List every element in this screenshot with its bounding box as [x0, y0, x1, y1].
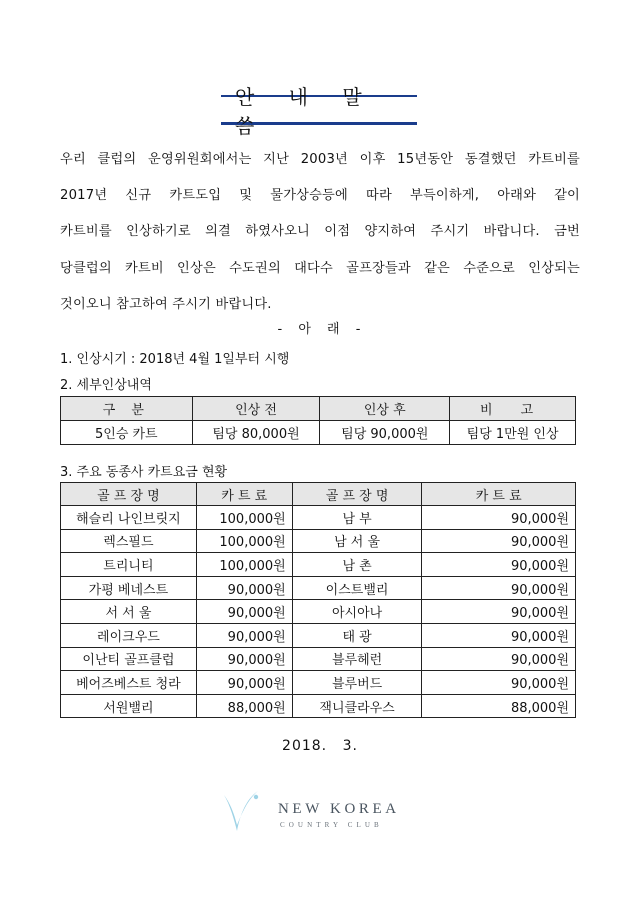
item-detail-heading: 2. 세부인상내역 [60, 378, 152, 393]
table-row [61, 671, 576, 695]
table-row [61, 529, 576, 553]
notice-date: 2018. 3. [282, 738, 358, 754]
notice-paragraph [60, 142, 580, 323]
item-competitor-heading: 3. 주요 동종사 카트요금 현황 [60, 465, 228, 480]
cart-fee: 100,000원 [196, 506, 292, 530]
header-before: 인상 전 [192, 397, 320, 421]
course-name: 남 촌 [292, 553, 422, 577]
cart-fee: 90,000원 [422, 576, 576, 600]
cart-fee: 90,000원 [422, 553, 576, 577]
course-name: 가평 베네스트 [61, 576, 197, 600]
increase-detail-table [60, 396, 576, 445]
item-effective-date: 1. 인상시기 : 2018년 4월 1일부터 시행 [60, 352, 290, 367]
course-name: 해슬리 나인브릿지 [61, 506, 197, 530]
price-before: 팀당 80,000원 [192, 421, 320, 445]
cart-fee: 90,000원 [422, 671, 576, 695]
cart-fee: 90,000원 [422, 529, 576, 553]
logo-swoosh-icon [222, 785, 262, 833]
table-row [61, 694, 576, 718]
course-name: 레이크우드 [61, 623, 197, 647]
course-name: 블루헤런 [292, 647, 422, 671]
header-category: 구 분 [61, 397, 193, 421]
header-note: 비 고 [450, 397, 576, 421]
paragraph-line: 당클럽의 카트비 인상은 수도권의 대다수 골프장들과 같은 수준으로 인상되는 [60, 260, 580, 276]
header-cart-fee: 카 트 료 [422, 483, 576, 506]
course-name: 렉스필드 [61, 529, 197, 553]
header-after: 인상 후 [320, 397, 450, 421]
course-name: 블루버드 [292, 671, 422, 695]
cart-fee: 90,000원 [196, 600, 292, 624]
course-name: 이난티 골프클럽 [61, 647, 197, 671]
price-after: 팀당 90,000원 [320, 421, 450, 445]
below-label: - 아 래 - [277, 322, 363, 337]
header-course-name: 골 프 장 명 [61, 483, 197, 506]
course-name: 베어즈베스트 청라 [61, 671, 197, 695]
table-row [61, 600, 576, 624]
competitor-fee-table [60, 482, 576, 718]
cart-fee: 90,000원 [422, 506, 576, 530]
table-row [61, 576, 576, 600]
paragraph-line: 우리 클럽의 운영위원회에서는 지난 2003년 이후 15년동안 동결했던 카트비를 [60, 152, 580, 167]
cart-type: 5인승 카트 [61, 421, 193, 445]
table-row [61, 506, 576, 530]
cart-fee: 90,000원 [422, 623, 576, 647]
table-row [61, 623, 576, 647]
cart-fee: 90,000원 [196, 647, 292, 671]
course-name: 트리니티 [61, 553, 197, 577]
club-logo [222, 785, 432, 835]
paragraph-line: 카트비를 인상하기로 의결 하였사오니 이점 양지하여 주시기 바랍니다. 금번 [60, 224, 580, 240]
course-name: 이스트밸리 [292, 576, 422, 600]
cart-fee: 90,000원 [196, 576, 292, 600]
cart-fee: 90,000원 [422, 600, 576, 624]
header-cart-fee: 카 트 료 [196, 483, 292, 506]
cart-fee: 100,000원 [196, 529, 292, 553]
course-name: 서 서 울 [61, 600, 197, 624]
cart-fee: 88,000원 [422, 694, 576, 718]
logo-subtitle: COUNTRY CLUB [280, 821, 383, 829]
notice-title: 안 내 말 씀 [221, 95, 417, 125]
table-header-row [61, 397, 576, 421]
table-header-row [61, 483, 576, 506]
cart-fee: 90,000원 [196, 623, 292, 647]
course-name: 서원밸리 [61, 694, 197, 718]
cart-fee: 88,000원 [196, 694, 292, 718]
table-row [61, 421, 576, 445]
paragraph-line: 것이오니 참고하여 주시기 바랍니다. [60, 296, 272, 312]
course-name: 태 광 [292, 623, 422, 647]
table-row [61, 647, 576, 671]
header-course-name: 골 프 장 명 [292, 483, 422, 506]
cart-fee: 90,000원 [422, 647, 576, 671]
paragraph-line: 2017년 신규 카트도입 및 물가상승등에 따라 부득이하게, 아래와 같이 [60, 188, 580, 204]
cart-fee: 90,000원 [196, 671, 292, 695]
note: 팀당 1만원 인상 [450, 421, 576, 445]
table-row [61, 553, 576, 577]
cart-fee: 100,000원 [196, 553, 292, 577]
course-name: 남 부 [292, 506, 422, 530]
course-name: 아시아나 [292, 600, 422, 624]
logo-wordmark: NEW KOREA [278, 801, 400, 817]
course-name: 남 서 울 [292, 529, 422, 553]
course-name: 잭니클라우스 [292, 694, 422, 718]
